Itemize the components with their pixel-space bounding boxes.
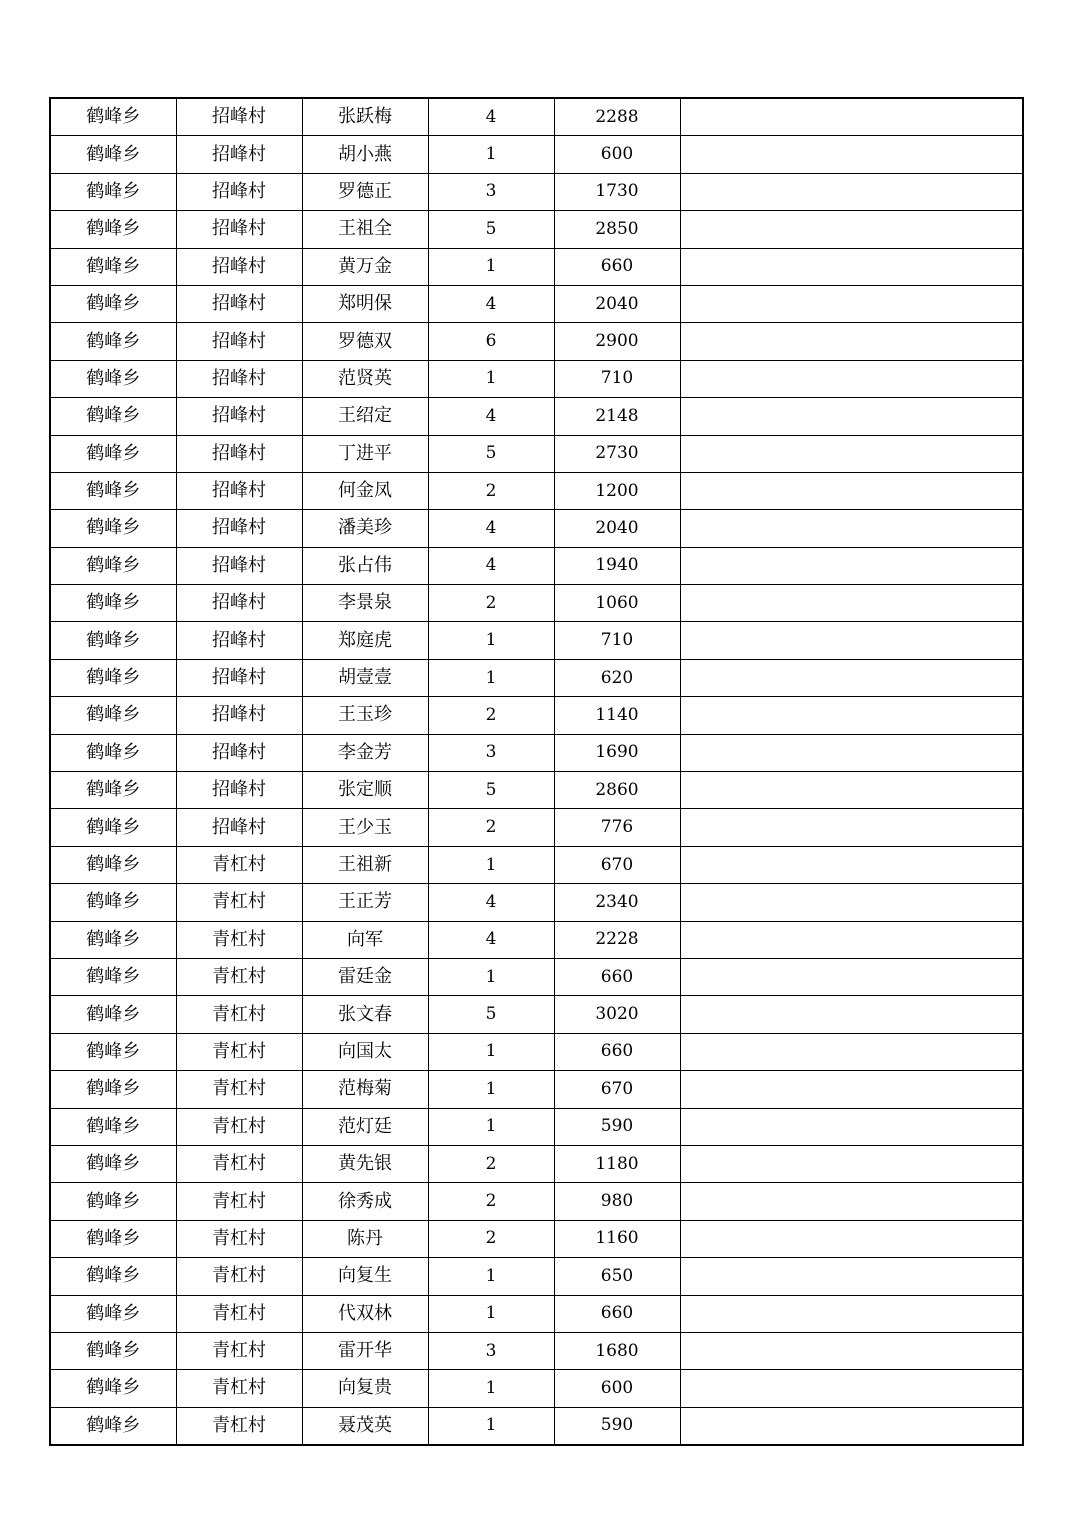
household-size-cell: 4	[428, 510, 554, 547]
household-size-cell: 4	[428, 921, 554, 958]
remarks-cell	[680, 1370, 1023, 1407]
village-cell: 招峰村	[176, 435, 302, 472]
remarks-cell	[680, 211, 1023, 248]
name-cell: 聂茂英	[302, 1407, 428, 1445]
amount-cell: 2040	[554, 510, 680, 547]
village-cell: 招峰村	[176, 734, 302, 771]
table-row	[50, 1145, 1023, 1182]
amount-cell: 980	[554, 1183, 680, 1220]
township-cell: 鹤峰乡	[50, 173, 176, 210]
amount-cell: 670	[554, 846, 680, 883]
village-cell: 青杠村	[176, 1258, 302, 1295]
village-cell: 青杠村	[176, 1033, 302, 1070]
household-size-cell: 4	[428, 884, 554, 921]
household-size-cell: 4	[428, 398, 554, 435]
table-row	[50, 809, 1023, 846]
township-cell: 鹤峰乡	[50, 1295, 176, 1332]
township-cell: 鹤峰乡	[50, 1071, 176, 1108]
household-size-cell: 2	[428, 472, 554, 509]
table-row	[50, 734, 1023, 771]
village-cell: 招峰村	[176, 510, 302, 547]
name-cell: 潘美珍	[302, 510, 428, 547]
name-cell: 张跃梅	[302, 98, 428, 136]
name-cell: 代双林	[302, 1295, 428, 1332]
name-cell: 徐秀成	[302, 1183, 428, 1220]
household-size-cell: 4	[428, 285, 554, 322]
table-row	[50, 547, 1023, 584]
village-cell: 招峰村	[176, 323, 302, 360]
township-cell: 鹤峰乡	[50, 659, 176, 696]
amount-cell: 2340	[554, 884, 680, 921]
table-row	[50, 1258, 1023, 1295]
village-cell: 青杠村	[176, 958, 302, 995]
remarks-cell	[680, 958, 1023, 995]
household-size-cell: 1	[428, 1295, 554, 1332]
amount-cell: 1060	[554, 585, 680, 622]
table-row	[50, 1071, 1023, 1108]
village-cell: 青杠村	[176, 884, 302, 921]
remarks-cell	[680, 1033, 1023, 1070]
table-row	[50, 136, 1023, 173]
household-size-cell: 1	[428, 248, 554, 285]
amount-cell: 710	[554, 622, 680, 659]
township-cell: 鹤峰乡	[50, 1145, 176, 1182]
remarks-cell	[680, 1071, 1023, 1108]
village-cell: 青杠村	[176, 1295, 302, 1332]
household-size-cell: 2	[428, 1183, 554, 1220]
remarks-cell	[680, 921, 1023, 958]
township-cell: 鹤峰乡	[50, 1407, 176, 1445]
amount-cell: 2730	[554, 435, 680, 472]
township-cell: 鹤峰乡	[50, 547, 176, 584]
township-cell: 鹤峰乡	[50, 622, 176, 659]
name-cell: 丁进平	[302, 435, 428, 472]
household-size-cell: 1	[428, 136, 554, 173]
village-cell: 招峰村	[176, 697, 302, 734]
amount-cell: 1730	[554, 173, 680, 210]
household-size-cell: 1	[428, 1258, 554, 1295]
amount-cell: 660	[554, 1033, 680, 1070]
remarks-cell	[680, 173, 1023, 210]
amount-cell: 2850	[554, 211, 680, 248]
household-size-cell: 1	[428, 1033, 554, 1070]
township-cell: 鹤峰乡	[50, 136, 176, 173]
remarks-cell	[680, 622, 1023, 659]
table-row	[50, 996, 1023, 1033]
amount-cell: 2900	[554, 323, 680, 360]
township-cell: 鹤峰乡	[50, 1220, 176, 1257]
name-cell: 王祖全	[302, 211, 428, 248]
township-cell: 鹤峰乡	[50, 772, 176, 809]
remarks-cell	[680, 547, 1023, 584]
amount-cell: 1160	[554, 1220, 680, 1257]
amount-cell: 1180	[554, 1145, 680, 1182]
name-cell: 何金凤	[302, 472, 428, 509]
household-size-cell: 1	[428, 1370, 554, 1407]
amount-cell: 590	[554, 1407, 680, 1445]
table-row	[50, 285, 1023, 322]
name-cell: 王绍定	[302, 398, 428, 435]
village-cell: 招峰村	[176, 622, 302, 659]
household-size-cell: 1	[428, 659, 554, 696]
table-row	[50, 323, 1023, 360]
household-size-cell: 2	[428, 1220, 554, 1257]
amount-cell: 2228	[554, 921, 680, 958]
table-row	[50, 472, 1023, 509]
household-size-cell: 5	[428, 211, 554, 248]
amount-cell: 2288	[554, 98, 680, 136]
household-size-cell: 1	[428, 958, 554, 995]
village-cell: 青杠村	[176, 1183, 302, 1220]
village-cell: 青杠村	[176, 1220, 302, 1257]
remarks-cell	[680, 248, 1023, 285]
remarks-cell	[680, 136, 1023, 173]
township-cell: 鹤峰乡	[50, 697, 176, 734]
township-cell: 鹤峰乡	[50, 1258, 176, 1295]
remarks-cell	[680, 1108, 1023, 1145]
village-cell: 青杠村	[176, 1108, 302, 1145]
amount-cell: 1680	[554, 1332, 680, 1369]
name-cell: 向军	[302, 921, 428, 958]
household-size-cell: 6	[428, 323, 554, 360]
remarks-cell	[680, 285, 1023, 322]
remarks-cell	[680, 1183, 1023, 1220]
table-row	[50, 1407, 1023, 1445]
table-row	[50, 398, 1023, 435]
remarks-cell	[680, 846, 1023, 883]
name-cell: 黄万金	[302, 248, 428, 285]
township-cell: 鹤峰乡	[50, 360, 176, 397]
village-cell: 招峰村	[176, 472, 302, 509]
amount-cell: 1200	[554, 472, 680, 509]
table-row	[50, 1332, 1023, 1369]
amount-cell: 2040	[554, 285, 680, 322]
table-row	[50, 248, 1023, 285]
household-size-cell: 1	[428, 1407, 554, 1445]
village-cell: 招峰村	[176, 360, 302, 397]
village-cell: 招峰村	[176, 285, 302, 322]
amount-cell: 650	[554, 1258, 680, 1295]
township-cell: 鹤峰乡	[50, 435, 176, 472]
village-cell: 招峰村	[176, 98, 302, 136]
remarks-cell	[680, 323, 1023, 360]
remarks-cell	[680, 1145, 1023, 1182]
township-cell: 鹤峰乡	[50, 1033, 176, 1070]
table-row	[50, 772, 1023, 809]
remarks-cell	[680, 1295, 1023, 1332]
household-size-cell: 5	[428, 435, 554, 472]
name-cell: 王玉珍	[302, 697, 428, 734]
remarks-cell	[680, 996, 1023, 1033]
table-row	[50, 846, 1023, 883]
household-size-cell: 4	[428, 98, 554, 136]
table-row	[50, 98, 1023, 136]
village-cell: 青杠村	[176, 996, 302, 1033]
name-cell: 范梅菊	[302, 1071, 428, 1108]
table-row	[50, 173, 1023, 210]
township-cell: 鹤峰乡	[50, 510, 176, 547]
amount-cell: 1690	[554, 734, 680, 771]
name-cell: 王少玉	[302, 809, 428, 846]
amount-cell: 670	[554, 1071, 680, 1108]
township-cell: 鹤峰乡	[50, 958, 176, 995]
table-row	[50, 360, 1023, 397]
household-size-cell: 3	[428, 734, 554, 771]
name-cell: 李金芳	[302, 734, 428, 771]
remarks-cell	[680, 1220, 1023, 1257]
remarks-cell	[680, 98, 1023, 136]
village-cell: 青杠村	[176, 1145, 302, 1182]
amount-cell: 660	[554, 1295, 680, 1332]
name-cell: 雷廷金	[302, 958, 428, 995]
village-cell: 青杠村	[176, 1407, 302, 1445]
amount-cell: 600	[554, 136, 680, 173]
name-cell: 胡小燕	[302, 136, 428, 173]
township-cell: 鹤峰乡	[50, 285, 176, 322]
village-cell: 招峰村	[176, 809, 302, 846]
remarks-cell	[680, 360, 1023, 397]
amount-cell: 1140	[554, 697, 680, 734]
village-cell: 招峰村	[176, 772, 302, 809]
name-cell: 郑明保	[302, 285, 428, 322]
household-size-cell: 2	[428, 1145, 554, 1182]
remarks-cell	[680, 734, 1023, 771]
village-cell: 招峰村	[176, 211, 302, 248]
remarks-cell	[680, 510, 1023, 547]
village-cell: 招峰村	[176, 173, 302, 210]
village-cell: 招峰村	[176, 585, 302, 622]
amount-cell: 2148	[554, 398, 680, 435]
household-size-cell: 2	[428, 697, 554, 734]
table-row	[50, 585, 1023, 622]
table-row	[50, 1108, 1023, 1145]
township-cell: 鹤峰乡	[50, 323, 176, 360]
remarks-cell	[680, 1332, 1023, 1369]
table-row	[50, 211, 1023, 248]
village-cell: 青杠村	[176, 1370, 302, 1407]
household-size-cell: 5	[428, 996, 554, 1033]
remarks-cell	[680, 1258, 1023, 1295]
household-size-cell: 3	[428, 173, 554, 210]
name-cell: 范灯廷	[302, 1108, 428, 1145]
township-cell: 鹤峰乡	[50, 98, 176, 136]
township-cell: 鹤峰乡	[50, 809, 176, 846]
roster-table	[49, 97, 1024, 1446]
household-size-cell: 3	[428, 1332, 554, 1369]
amount-cell: 600	[554, 1370, 680, 1407]
village-cell: 青杠村	[176, 921, 302, 958]
table-row	[50, 1033, 1023, 1070]
name-cell: 郑庭虎	[302, 622, 428, 659]
township-cell: 鹤峰乡	[50, 1370, 176, 1407]
village-cell: 招峰村	[176, 659, 302, 696]
name-cell: 张定顺	[302, 772, 428, 809]
amount-cell: 3020	[554, 996, 680, 1033]
township-cell: 鹤峰乡	[50, 211, 176, 248]
household-size-cell: 1	[428, 846, 554, 883]
table-row	[50, 510, 1023, 547]
village-cell: 招峰村	[176, 248, 302, 285]
table-row	[50, 958, 1023, 995]
remarks-cell	[680, 1407, 1023, 1445]
amount-cell: 620	[554, 659, 680, 696]
household-size-cell: 4	[428, 547, 554, 584]
table-row	[50, 622, 1023, 659]
township-cell: 鹤峰乡	[50, 398, 176, 435]
table-row	[50, 884, 1023, 921]
household-size-cell: 1	[428, 622, 554, 659]
township-cell: 鹤峰乡	[50, 921, 176, 958]
name-cell: 王祖新	[302, 846, 428, 883]
township-cell: 鹤峰乡	[50, 472, 176, 509]
roster-table-body	[50, 98, 1023, 1445]
name-cell: 向国太	[302, 1033, 428, 1070]
township-cell: 鹤峰乡	[50, 1332, 176, 1369]
amount-cell: 660	[554, 248, 680, 285]
name-cell: 王正芳	[302, 884, 428, 921]
table-row	[50, 921, 1023, 958]
amount-cell: 660	[554, 958, 680, 995]
name-cell: 李景泉	[302, 585, 428, 622]
township-cell: 鹤峰乡	[50, 585, 176, 622]
name-cell: 罗德正	[302, 173, 428, 210]
township-cell: 鹤峰乡	[50, 884, 176, 921]
amount-cell: 710	[554, 360, 680, 397]
township-cell: 鹤峰乡	[50, 1108, 176, 1145]
remarks-cell	[680, 884, 1023, 921]
household-size-cell: 1	[428, 1071, 554, 1108]
household-size-cell: 1	[428, 1108, 554, 1145]
name-cell: 陈丹	[302, 1220, 428, 1257]
amount-cell: 590	[554, 1108, 680, 1145]
remarks-cell	[680, 585, 1023, 622]
township-cell: 鹤峰乡	[50, 734, 176, 771]
name-cell: 黄先银	[302, 1145, 428, 1182]
remarks-cell	[680, 697, 1023, 734]
name-cell: 罗德双	[302, 323, 428, 360]
name-cell: 张文春	[302, 996, 428, 1033]
table-row	[50, 1220, 1023, 1257]
township-cell: 鹤峰乡	[50, 1183, 176, 1220]
remarks-cell	[680, 435, 1023, 472]
name-cell: 胡壹壹	[302, 659, 428, 696]
household-size-cell: 1	[428, 360, 554, 397]
township-cell: 鹤峰乡	[50, 248, 176, 285]
remarks-cell	[680, 472, 1023, 509]
name-cell: 张占伟	[302, 547, 428, 584]
township-cell: 鹤峰乡	[50, 996, 176, 1033]
table-row	[50, 697, 1023, 734]
household-size-cell: 2	[428, 585, 554, 622]
name-cell: 范贤英	[302, 360, 428, 397]
amount-cell: 776	[554, 809, 680, 846]
name-cell: 向复生	[302, 1258, 428, 1295]
village-cell: 招峰村	[176, 547, 302, 584]
household-size-cell: 2	[428, 809, 554, 846]
name-cell: 雷开华	[302, 1332, 428, 1369]
table-row	[50, 1370, 1023, 1407]
village-cell: 招峰村	[176, 398, 302, 435]
village-cell: 招峰村	[176, 136, 302, 173]
remarks-cell	[680, 809, 1023, 846]
household-size-cell: 5	[428, 772, 554, 809]
remarks-cell	[680, 659, 1023, 696]
amount-cell: 2860	[554, 772, 680, 809]
township-cell: 鹤峰乡	[50, 846, 176, 883]
village-cell: 青杠村	[176, 846, 302, 883]
remarks-cell	[680, 398, 1023, 435]
amount-cell: 1940	[554, 547, 680, 584]
village-cell: 青杠村	[176, 1332, 302, 1369]
name-cell: 向复贵	[302, 1370, 428, 1407]
table-row	[50, 1183, 1023, 1220]
village-cell: 青杠村	[176, 1071, 302, 1108]
remarks-cell	[680, 772, 1023, 809]
table-row	[50, 1295, 1023, 1332]
table-row	[50, 659, 1023, 696]
table-row	[50, 435, 1023, 472]
